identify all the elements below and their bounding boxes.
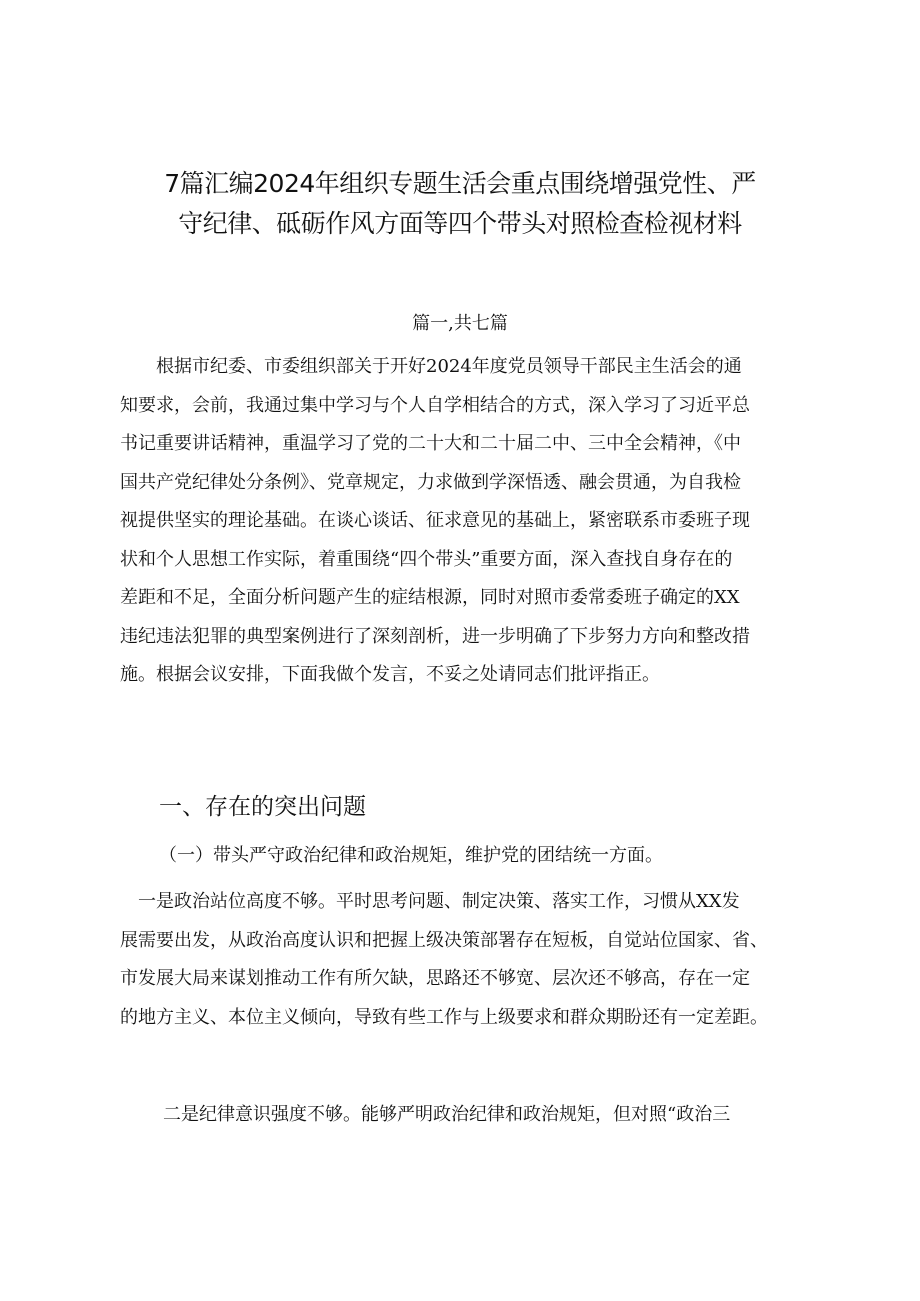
paragraph-line: 知要求，会前，我通过集中学习与个人自学相结合的方式，深入学习了习近平总	[120, 394, 750, 416]
paragraph-line: 施。根据会议安排，下面我做个发言，不妥之处请同志们批评指正。	[120, 664, 660, 685]
section-heading: 一、存在的突出问题	[159, 794, 366, 820]
paragraph-line: 视提供坚实的理论基础。在谈心谈话、征求意见的基础上，紧密联系市委班子现	[120, 510, 750, 531]
paragraph-line: 的地方主义、本位主义倾向，导致有些工作与上级要求和群众期盼还有一定差距。	[120, 1006, 768, 1028]
paragraph-line: 展需要出发，从政治高度认识和把握上级决策部署存在短板，自觉站位国家、省、	[120, 929, 768, 951]
paragraph-line: 状和个人思想工作实际，着重围绕“四个带头”重要方面，深入查找自身存在的	[120, 548, 733, 570]
paragraph-line: 差距和不足，全面分析问题产生的症结根源，同时对照市委常委班子确定的XX	[120, 587, 740, 608]
document-subtitle: 篇一,共七篇	[412, 313, 508, 334]
paragraph-line: 市发展大局来谋划推动工作有所欠缺，思路还不够宽、层次还不够高，存在一定	[120, 968, 750, 989]
title-line: 守纪律、砥砺作风方面等四个带头对照检查检视材料	[178, 209, 742, 238]
subsection-heading: （一）带头严守政治纪律和政治规矩，维护党的团结统一方面。	[159, 845, 663, 866]
document-title	[110, 164, 810, 244]
point-paragraph: 二是纪律意识强度不够。能够严明政治纪律和政治规矩，但对照“政治三	[163, 1104, 731, 1125]
point-paragraph	[120, 883, 820, 1037]
title-line: 7篇汇编2024年组织专题生活会重点围绕增强党性、严	[164, 169, 756, 198]
paragraph-line: 根据市纪委、市委组织部关于开好2024年度党员领导干部民主生活会的通	[120, 356, 742, 377]
paragraph-line: 违纪违法犯罪的典型案例进行了深刻剖析，进一步明确了下步努力方向和整改措	[120, 625, 750, 647]
paragraph-line: 国共产党纪律处分条例》、党章规定，力求做到学深悟透、融会贯通，为自我检	[120, 471, 741, 493]
paragraph-line: 书记重要讲话精神，重温学习了党的二十大和二十届二中、三中全会精神，《中	[120, 433, 741, 454]
intro-paragraph	[120, 348, 820, 695]
paragraph-line: 一是政治站位高度不够。平时思考问题、制定决策、落实工作，习惯从XX发	[120, 891, 740, 912]
